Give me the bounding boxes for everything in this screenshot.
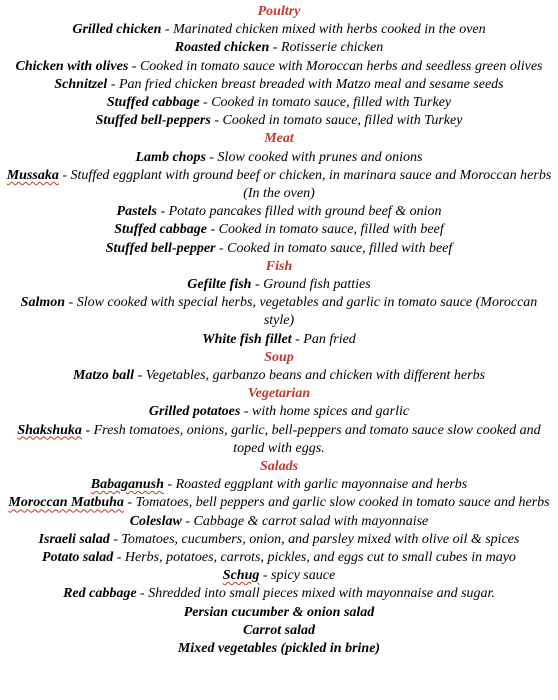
section-heading-vegetarian: Vegetarian [247, 386, 311, 402]
menu-item [0, 203, 558, 221]
menu-item-description: - Pan fried chicken breast breaded with Matzo meal and sesame seeds [107, 76, 504, 92]
menu-item-description: - Roasted eggplant with garlic mayonnaise and herbs [163, 477, 468, 493]
menu-item [0, 331, 558, 349]
menu-item-description: - Cooked in tomato sauce with Moroccan herbs and seedless green olives [128, 58, 543, 74]
menu-item-description: - Ground fish patties [251, 277, 371, 292]
menu-item [0, 167, 558, 203]
menu-item [0, 640, 558, 658]
section-heading-fish: Fish [265, 258, 293, 274]
menu-item [0, 58, 558, 76]
menu-item-name: Potato salad [42, 550, 114, 565]
menu-item-description: - Tomatoes, bell peppers and garlic slow cooked in tomato sauce and herbs [123, 495, 550, 511]
menu-item-description: - Potato pancakes filled with ground beef & onion [156, 204, 442, 220]
menu-item-name: Shakshuka [17, 422, 82, 438]
menu-item [0, 276, 558, 294]
menu-item-name: Salmon [20, 295, 66, 311]
menu-item-name: Schnitzel [54, 76, 108, 92]
section-heading-poultry: Poultry [257, 4, 301, 19]
menu-item [0, 549, 558, 567]
menu-item-name: Carrot salad [243, 622, 315, 638]
menu-item-name: Pastels [116, 204, 157, 220]
menu-item-name: Babaganush [90, 477, 164, 493]
menu-item-description: - Rotisserie chicken [269, 40, 384, 56]
menu-item-description: - Marinated chicken mixed with herbs cooked in the oven [161, 22, 486, 38]
menu-item-name: Gefilte fish [187, 277, 252, 292]
menu-item [0, 221, 558, 239]
menu-item-name: Coleslaw [129, 513, 182, 529]
menu-item-name: Stuffed cabbage [114, 222, 207, 238]
menu-item-description: - Tomatoes, cucumbers, onion, and parsley mixed with olive oil & spices [109, 531, 520, 547]
section-heading-meat: Meat [264, 131, 294, 147]
menu-item-description: - Cooked in tomato sauce, filled with beef [206, 222, 444, 238]
menu-item [0, 476, 558, 494]
menu-item-name: Stuffed cabbage [106, 95, 200, 110]
menu-item-description: - spicy sauce [259, 568, 336, 584]
menu-item [0, 367, 558, 385]
menu-item [0, 567, 558, 585]
menu-item-description: - with home spices and garlic [240, 404, 410, 420]
menu-item-name: Chicken with olives [15, 58, 129, 74]
menu-item-name: Red cabbage [63, 586, 137, 602]
menu-item-description: - Cooked in tomato sauce, filled with Turkey [199, 95, 452, 110]
menu-item-name: Roasted chicken [174, 40, 270, 56]
menu-item-description: - Pan fried [291, 331, 356, 347]
menu-item-description: - Stuffed eggplant with ground beef or chicken, in marinara sauce and Moroccan herbs (In the oven) [58, 167, 552, 201]
menu-item-description: - Slow cooked with special herbs, vegetables and garlic in tomato sauce (Moroccan style) [65, 295, 538, 329]
menu-item [0, 21, 558, 39]
menu-item-name: Grilled potatoes [148, 404, 241, 420]
menu-item-name: Matzo ball [72, 368, 135, 383]
menu-item-description: - Fresh tomatoes, onions, garlic, bell-peppers and tomato sauce slow cooked and toped with eggs. [81, 422, 541, 456]
menu-item-name: Moroccan Matbuha [8, 495, 124, 511]
menu-item [0, 149, 558, 167]
menu-item-description: - Cabbage & carrot salad with mayonnaise [181, 513, 429, 529]
menu-item [0, 294, 558, 330]
menu-item-name: Israeli salad [38, 531, 110, 547]
menu-item-description: - Slow cooked with prunes and onions [205, 149, 423, 165]
menu-item [0, 112, 558, 130]
menu-item [0, 531, 558, 549]
menu-item [0, 76, 558, 94]
menu-item [0, 39, 558, 57]
menu-item-name: Mussaka [6, 167, 59, 183]
menu-item-name: Persian cucumber & onion salad [183, 604, 375, 620]
menu-item-name: Stuffed bell-pepper [105, 240, 216, 256]
menu-item [0, 240, 558, 258]
menu-item-description: - Shredded into small pieces mixed with mayonnaise and sugar. [136, 586, 495, 602]
menu-item [0, 494, 558, 512]
menu-item-description: - Vegetables, garbanzo beans and chicken with different herbs [134, 368, 486, 383]
menu-item [0, 585, 558, 603]
menu-item-name: Lamb chops [135, 149, 206, 165]
section-heading-salads: Salads [259, 459, 299, 474]
menu-item-name: Schug [222, 568, 260, 584]
section-heading-soup: Soup [264, 349, 294, 365]
menu-item [0, 403, 558, 421]
menu-item-name: Stuffed bell-peppers [95, 113, 211, 129]
menu-item [0, 604, 558, 622]
menu-item [0, 622, 558, 640]
menu-item [0, 94, 558, 112]
menu-item-description: - Cooked in tomato sauce, filled with Turkey [210, 113, 463, 129]
menu-item-name: Grilled chicken [72, 22, 162, 38]
menu-item [0, 422, 558, 458]
menu-item-name: Mixed vegetables (pickled in brine) [177, 641, 381, 657]
menu-item-name: White fish fillet [202, 331, 292, 347]
menu-item-description: - Herbs, potatoes, carrots, pickles, and eggs cut to small cubes in mayo [113, 550, 516, 565]
menu-item-description: - Cooked in tomato sauce, filled with beef [215, 240, 453, 256]
menu-item [0, 513, 558, 531]
